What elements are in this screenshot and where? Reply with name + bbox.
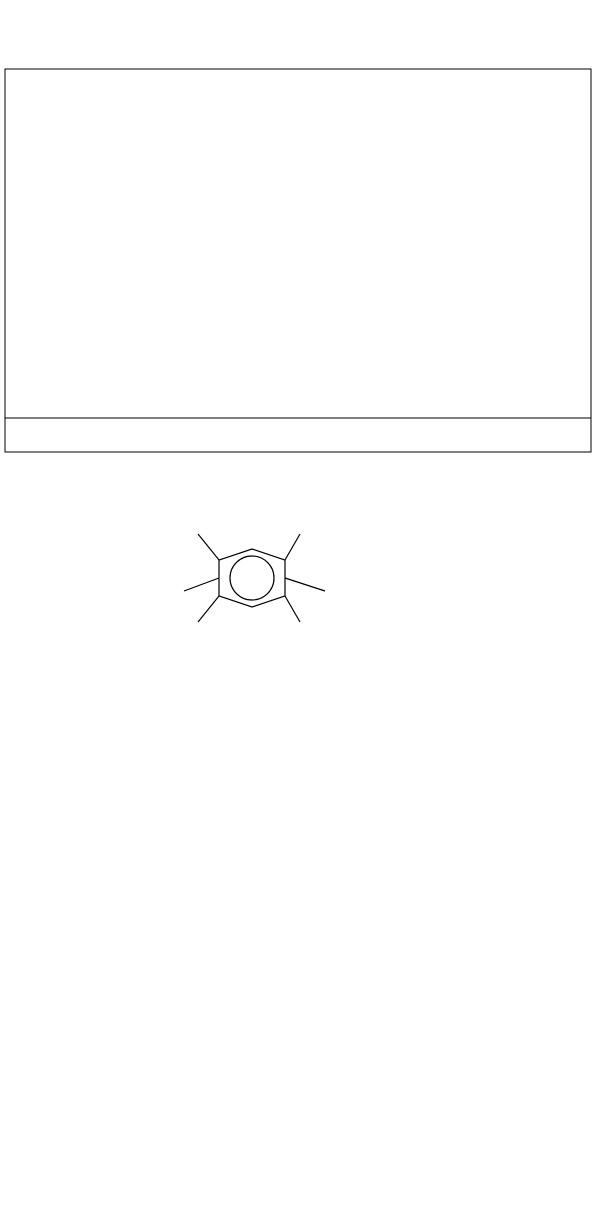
plot-frame: [5, 69, 591, 452]
nmr-spectrum-chart: [0, 66, 595, 496]
molecular-structure: [150, 516, 450, 666]
benzene-ring: [219, 549, 285, 607]
aromatic-circle: [230, 556, 274, 600]
